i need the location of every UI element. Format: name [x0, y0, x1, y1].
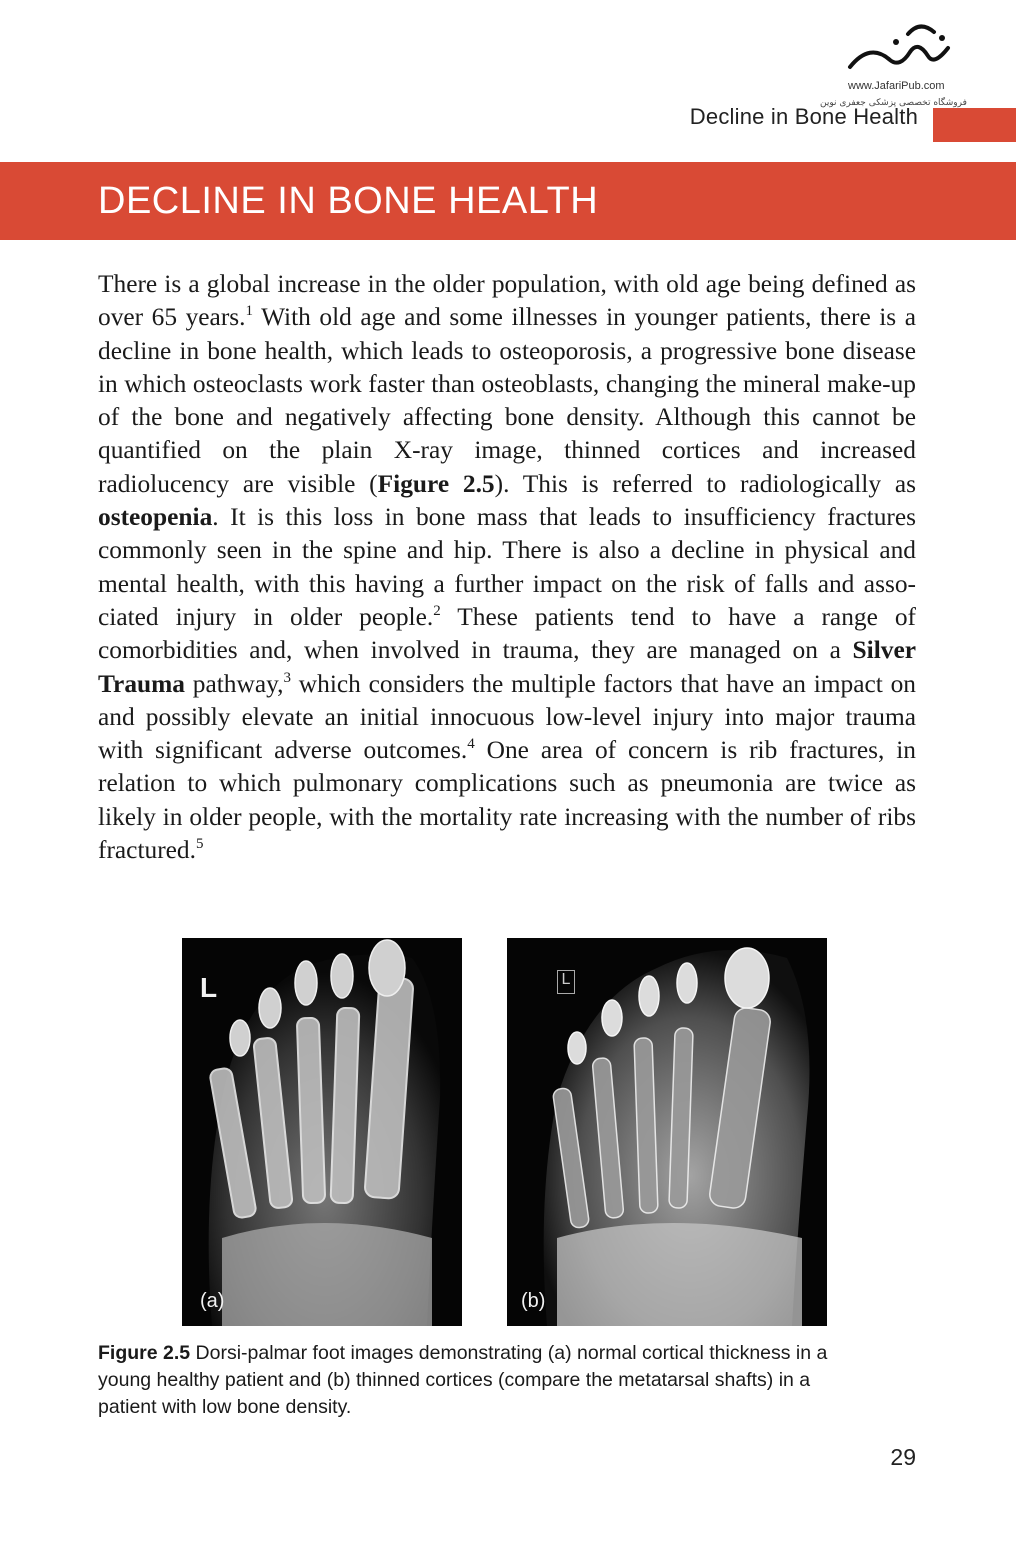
text-run: pathway,	[184, 669, 284, 698]
reference-4: 4	[467, 736, 475, 753]
caption-label: Figure 2.5	[98, 1342, 191, 1364]
section-title: DECLINE IN BONE HEALTH	[98, 180, 599, 222]
reference-5: 5	[195, 836, 204, 853]
logo-subtitle: فروشگاه تخصصی پزشکی جعفری نوین	[820, 98, 967, 108]
page-number: 29	[890, 1444, 916, 1470]
panel-label-a: (a)	[200, 1290, 225, 1312]
xray-panel-b	[507, 938, 827, 1326]
term-silver-trauma: Silver Trauma	[98, 636, 916, 698]
side-marker-b: L	[557, 970, 575, 994]
foot-xray-thinned	[507, 938, 827, 1326]
figure-caption	[98, 1340, 858, 1421]
text-run: One area of concern is rib fractures, in relation to which pulmonary complications such as pneumonia are twice as likely in older people, with the mortality rate increasing with the number of ribs fractured.	[98, 736, 917, 865]
running-head: Decline in Bone Health	[689, 104, 918, 129]
text-run: There is a global increase in the older population, with old age being defined as over 65 years.	[98, 270, 916, 332]
figure-reference: Figure 2.5	[377, 469, 495, 498]
text-run: With old age and some illnesses in younger patients, there is a decline in bone health, which leads to osteoporosis, a progressive bone disease in which osteoclasts work faster than osteoblasts, changing the mineral make-up of the bone and negatively affecting bone density. Although this cannot be quantified on the plain X-ray image, thinned cortices and increased radiolucency are visible (	[98, 303, 916, 498]
text-run: These patients tend to have a range of comorbidities and, when involved in trauma, they are managed on a	[98, 602, 917, 665]
term-osteopenia: osteopenia	[98, 503, 213, 532]
section-banner	[0, 162, 1016, 240]
logo-url: www.JafariPub.com	[848, 80, 945, 92]
body-paragraph	[98, 268, 916, 867]
text-run: . It is this loss in bone mass that leads to insufficiency fractures commonly seen in the spine and hip. There is also a decline in physical and mental health, with this having a further impact on the risk of falls and associated injury in older people.	[98, 503, 916, 631]
reference-3: 3	[283, 669, 291, 686]
text-run: which considers the multiple factors that have an impact on and possibly elevate an initial innocuous low-level injury into major trauma with significant adverse outcomes.	[98, 669, 917, 765]
reference-1: 1	[245, 303, 254, 320]
text-run: ). This is referred to radiologically as	[494, 469, 916, 498]
foot-xray-normal	[182, 938, 462, 1326]
reference-2: 2	[433, 602, 441, 619]
panel-label-b: (b)	[521, 1290, 546, 1312]
side-marker-a: L	[200, 972, 218, 1003]
chapter-tab	[933, 108, 1016, 142]
caption-text: Dorsi-palmar foot images demonstrating (a) normal cortical thickness in a young healthy patient and (b) thinned cortices (compare the metatarsal shafts) in a patient with low bone density.	[98, 1342, 828, 1418]
xray-panel-a	[182, 938, 462, 1326]
